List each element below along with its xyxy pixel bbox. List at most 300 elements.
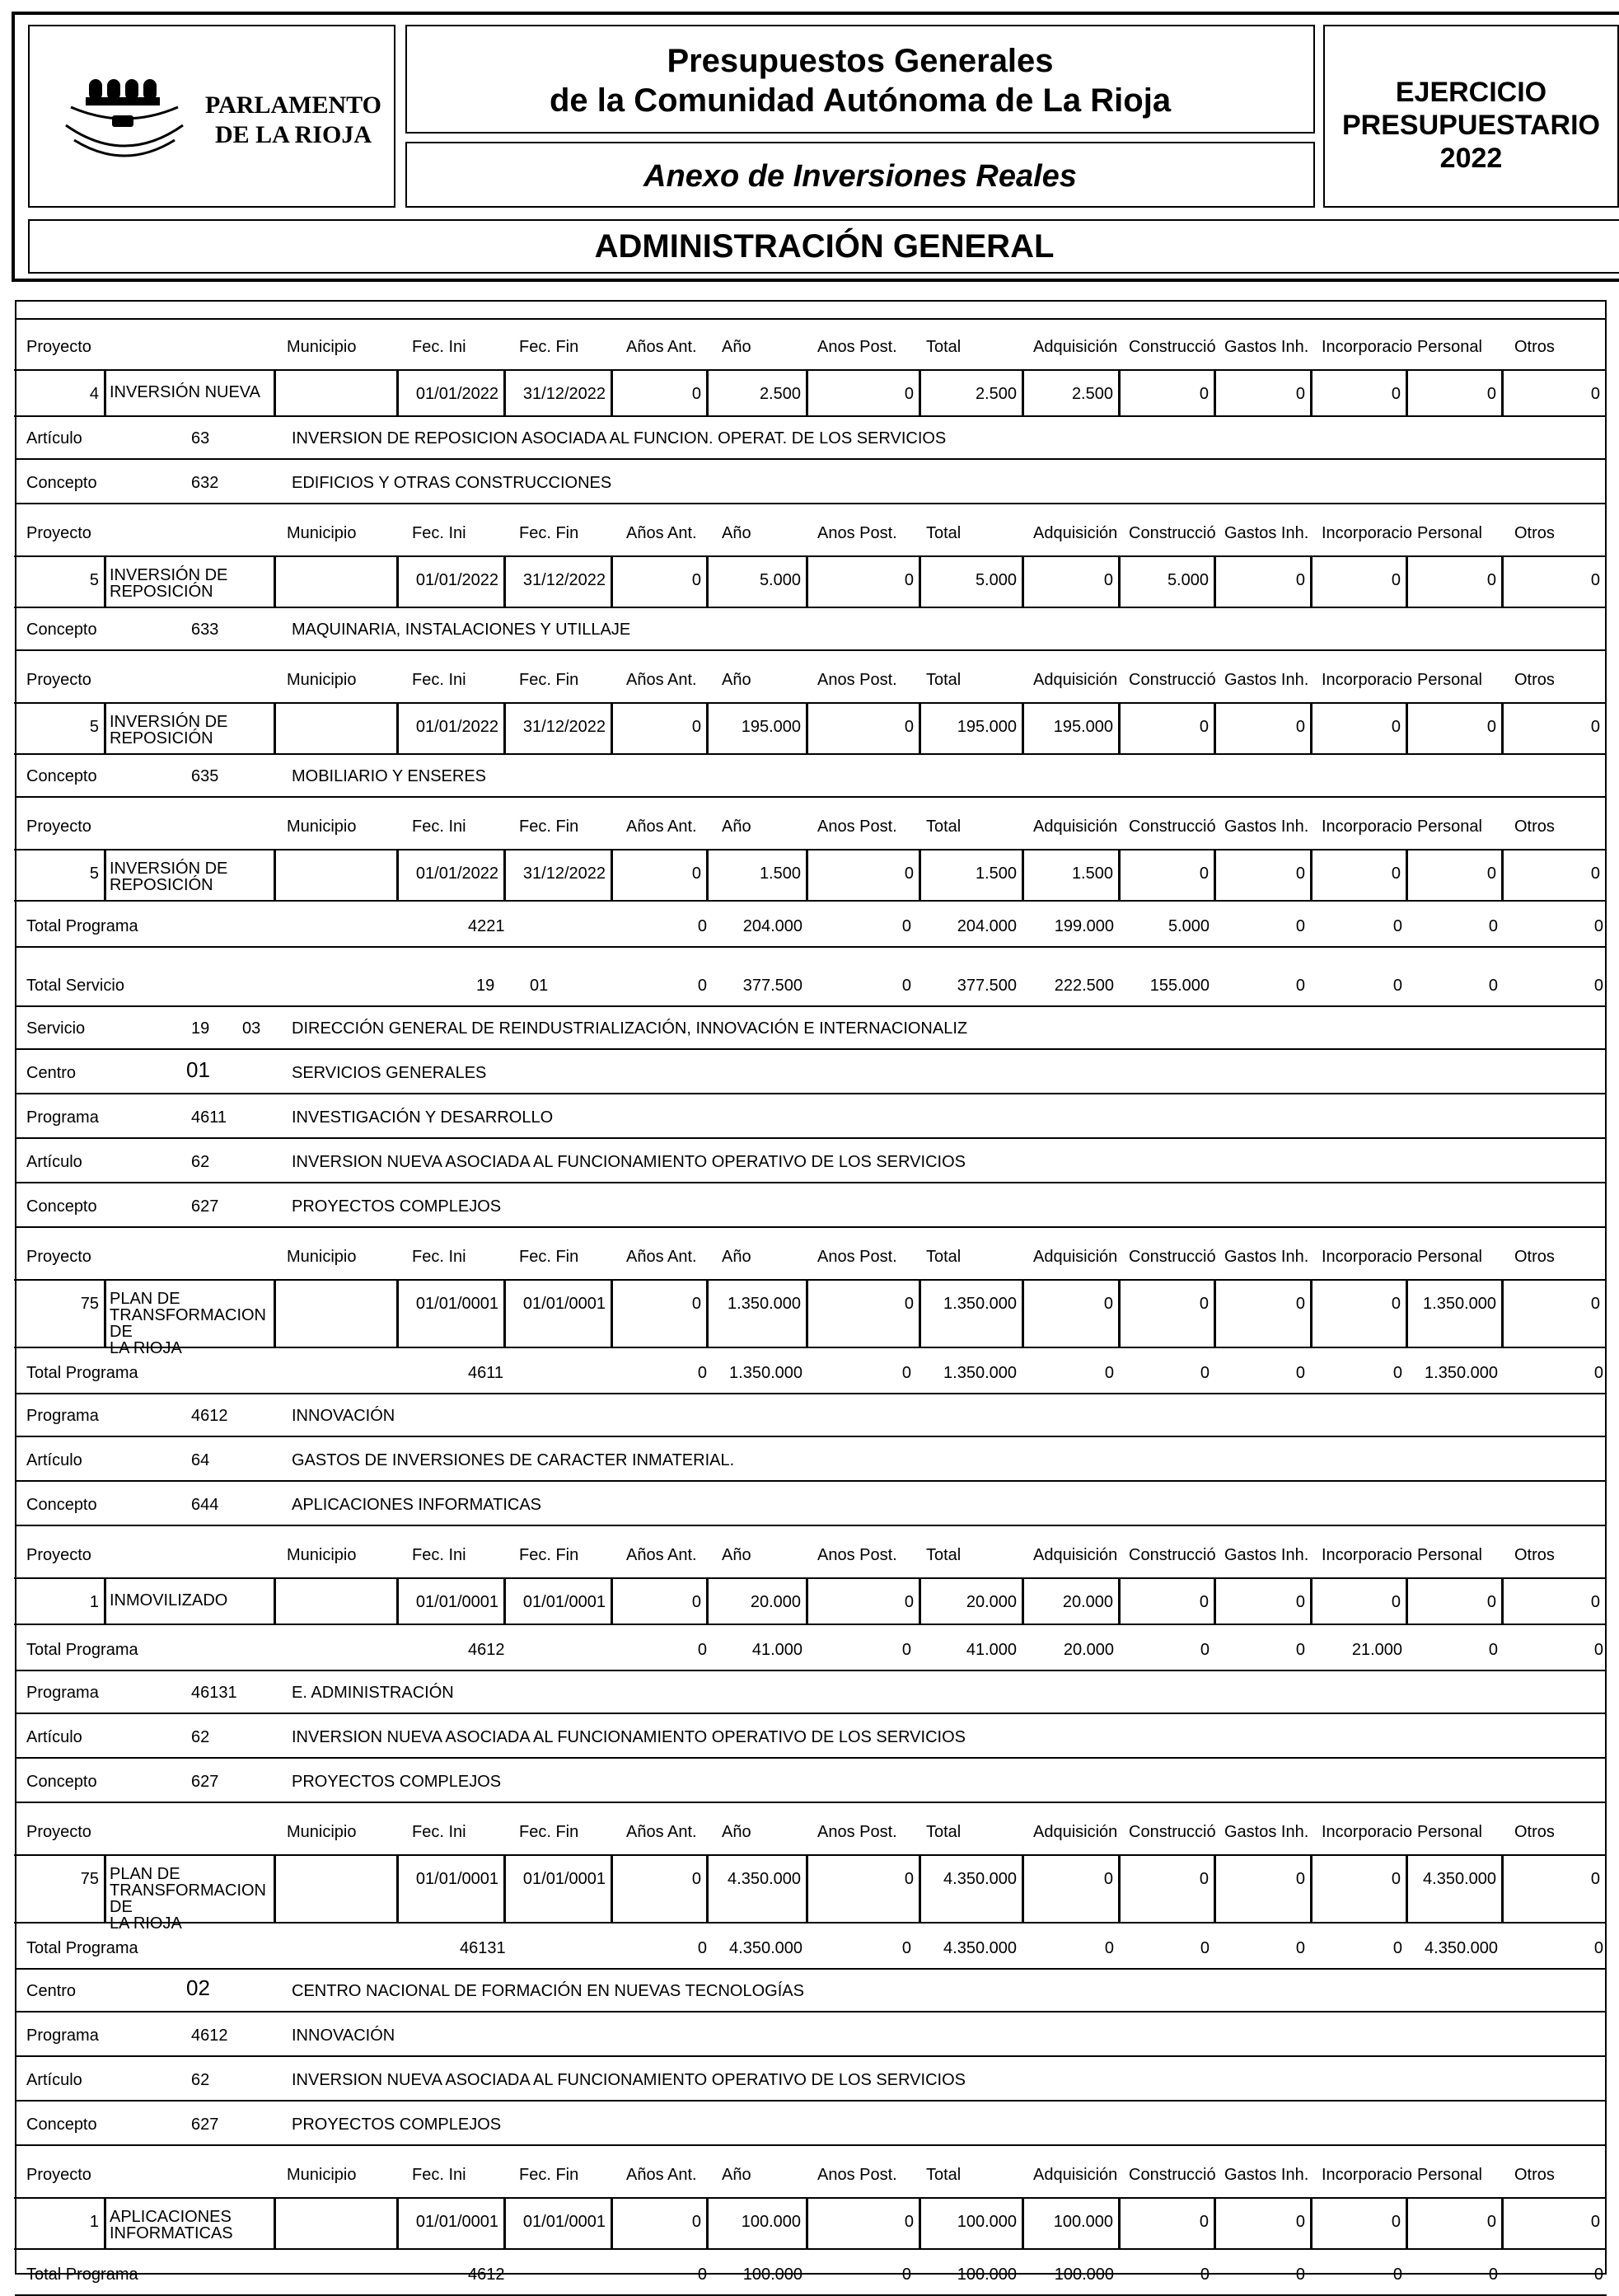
column-header-otros: Otros bbox=[1514, 671, 1555, 689]
column-header-gastos-inh: Gastos Inh. bbox=[1224, 671, 1309, 689]
gastos-inh-value: 0 bbox=[1295, 2213, 1305, 2231]
personal-value: 0 bbox=[1486, 1593, 1496, 1611]
personal-value: 0 bbox=[1486, 2213, 1496, 2231]
total-label: Total Programa bbox=[26, 1364, 138, 1382]
total-total: 100.000 bbox=[957, 2266, 1017, 2284]
total-value: 100.000 bbox=[957, 2213, 1017, 2231]
cell-gastos-inh bbox=[1214, 702, 1312, 755]
table-row bbox=[15, 702, 1607, 755]
adquisicion-total: 222.500 bbox=[1054, 977, 1114, 995]
cell-fec-fin bbox=[504, 702, 612, 755]
total-row bbox=[15, 1348, 1607, 1394]
cell-gastos-inh bbox=[1214, 1279, 1312, 1348]
column-header-otros: Otros bbox=[1514, 338, 1555, 356]
adquisicion-value: 0 bbox=[1103, 571, 1113, 589]
personal-total: 1.350.000 bbox=[1425, 1364, 1498, 1382]
otros-total: 0 bbox=[1593, 1364, 1603, 1382]
column-header-anos-post: Anos Post. bbox=[817, 338, 897, 356]
fec-fin-value: 01/01/0001 bbox=[522, 1870, 606, 1888]
adquisicion-value: 0 bbox=[1103, 1870, 1113, 1888]
incorporacion-value: 0 bbox=[1391, 865, 1401, 883]
column-header-otros: Otros bbox=[1514, 1546, 1555, 1564]
cell-otros bbox=[1502, 555, 1607, 608]
cell-anos-post bbox=[807, 2197, 920, 2250]
construccion-total: 0 bbox=[1200, 1364, 1210, 1382]
column-header-ano: Año bbox=[722, 524, 751, 542]
column-header-total: Total bbox=[926, 671, 962, 689]
section-label: Centro bbox=[26, 1982, 77, 2000]
cell-fec-ini bbox=[397, 369, 505, 417]
cell-ano bbox=[707, 2197, 807, 2250]
column-header-otros: Otros bbox=[1514, 524, 1555, 542]
row-rule bbox=[15, 1525, 1607, 1526]
column-header-anos-ant: Años Ant. bbox=[626, 524, 697, 542]
section-row-programa bbox=[15, 2014, 1607, 2057]
cell-total bbox=[919, 1854, 1023, 1923]
anos-ant-total: 0 bbox=[697, 917, 707, 935]
section-code: 46131 bbox=[191, 1684, 237, 1702]
fec-fin-value: 01/01/0001 bbox=[522, 1295, 606, 1313]
column-header-construccion: Construcció bbox=[1129, 524, 1216, 542]
table-row bbox=[15, 555, 1607, 608]
project-description-text: PLAN DE TRANSFORMACION DE LA RIOJA bbox=[110, 1290, 266, 1357]
total-value: 2.500 bbox=[975, 385, 1017, 403]
adquisicion-total: 20.000 bbox=[1063, 1641, 1114, 1659]
cell-personal bbox=[1406, 1577, 1503, 1625]
anos-ant-value: 0 bbox=[691, 718, 701, 736]
otros-value: 0 bbox=[1590, 571, 1600, 589]
incorporacion-total: 0 bbox=[1392, 977, 1402, 995]
cell-project-number bbox=[14, 1854, 105, 1923]
total-code: 46131 bbox=[460, 1939, 506, 1957]
total-value: 1.350.000 bbox=[943, 1295, 1017, 1313]
section-code: 62 bbox=[191, 2071, 210, 2089]
column-header-incorporacion: Incorporacio bbox=[1322, 2166, 1413, 2184]
gastos-inh-value: 0 bbox=[1295, 385, 1305, 403]
section-title-text: INVERSION NUEVA ASOCIADA AL FUNCIONAMIENTO OPERATIVO DE LOS SERVICIOS bbox=[292, 1153, 966, 1171]
cell-fec-fin bbox=[504, 1577, 612, 1625]
cell-anos-post bbox=[807, 1577, 920, 1625]
adquisicion-value: 195.000 bbox=[1053, 718, 1113, 736]
section-row-concepto bbox=[15, 1760, 1607, 1803]
table-row bbox=[15, 849, 1607, 902]
section-title-text: GASTOS DE INVERSIONES DE CARACTER INMATERIAL. bbox=[292, 1451, 735, 1469]
incorporacion-value: 0 bbox=[1391, 571, 1401, 589]
cell-gastos-inh bbox=[1214, 2197, 1312, 2250]
incorporacion-value: 0 bbox=[1391, 385, 1401, 403]
section-code: 644 bbox=[191, 1496, 219, 1514]
column-header-construccion: Construcció bbox=[1129, 338, 1216, 356]
cell-otros bbox=[1502, 1279, 1607, 1348]
cell-construccion bbox=[1119, 1577, 1215, 1625]
subtitle: Anexo de Inversiones Reales bbox=[405, 142, 1315, 208]
adquisicion-value: 100.000 bbox=[1053, 2213, 1113, 2231]
project-description-text: APLICACIONES INFORMATICAS bbox=[110, 2208, 233, 2242]
column-header-adquisicion: Adquisición bbox=[1033, 524, 1118, 542]
column-header-municipio: Municipio bbox=[287, 524, 357, 542]
column-header-municipio: Municipio bbox=[287, 671, 357, 689]
ano-total: 204.000 bbox=[742, 917, 802, 935]
adquisicion-total: 100.000 bbox=[1054, 2266, 1114, 2284]
anos-ant-value: 0 bbox=[691, 571, 701, 589]
section-row-artculo bbox=[15, 1716, 1607, 1759]
construccion-value: 0 bbox=[1199, 1295, 1209, 1313]
column-header-adquisicion: Adquisición bbox=[1033, 1546, 1118, 1564]
construccion-value: 0 bbox=[1199, 1593, 1209, 1611]
section-title-text: INNOVACIÓN bbox=[292, 2027, 395, 2045]
personal-total: 0 bbox=[1488, 977, 1498, 995]
total-row bbox=[15, 1625, 1607, 1671]
section-title-text: INNOVACIÓN bbox=[292, 1407, 395, 1425]
ano-value: 195.000 bbox=[741, 718, 801, 736]
cell-anos-post bbox=[807, 1279, 920, 1348]
personal-value: 0 bbox=[1486, 385, 1496, 403]
column-header-row bbox=[15, 1805, 1607, 1854]
anos-post-value: 0 bbox=[904, 718, 914, 736]
column-header-anos-post: Anos Post. bbox=[817, 1248, 897, 1266]
section-row-concepto bbox=[15, 755, 1607, 798]
cell-fec-fin bbox=[504, 1854, 612, 1923]
cell-municipio bbox=[274, 369, 398, 417]
otros-value: 0 bbox=[1590, 1295, 1600, 1313]
total-code: 4611 bbox=[468, 1364, 504, 1382]
cell-otros bbox=[1502, 2197, 1607, 2250]
otros-total: 0 bbox=[1593, 2266, 1603, 2284]
cell-municipio bbox=[274, 1854, 398, 1923]
column-header-adquisicion: Adquisición bbox=[1033, 338, 1118, 356]
ano-total: 1.350.000 bbox=[729, 1364, 802, 1382]
project-description-text: INVERSIÓN DE REPOSICIÓN bbox=[110, 566, 228, 601]
ano-value: 5.000 bbox=[759, 571, 801, 589]
anos-ant-total: 0 bbox=[697, 977, 707, 995]
total-label: Total Programa bbox=[26, 2266, 138, 2284]
cell-project-description bbox=[105, 2197, 275, 2250]
fec-fin-value: 31/12/2022 bbox=[522, 865, 606, 883]
section-code: 4611 bbox=[191, 1108, 227, 1127]
section-label: Concepto bbox=[26, 1773, 97, 1791]
otros-value: 0 bbox=[1590, 1593, 1600, 1611]
column-header-anos-post: Anos Post. bbox=[817, 524, 897, 542]
column-header-municipio: Municipio bbox=[287, 1248, 357, 1266]
section-label: Artículo bbox=[26, 429, 82, 447]
column-header-fec-ini: Fec. Ini bbox=[412, 524, 466, 542]
cell-fec-fin bbox=[504, 2197, 612, 2250]
column-header-fec-fin: Fec. Fin bbox=[519, 2166, 579, 2184]
cell-personal bbox=[1406, 1854, 1503, 1923]
column-header-row bbox=[15, 1528, 1607, 1577]
row-rule bbox=[15, 2144, 1607, 2146]
cell-otros bbox=[1502, 1854, 1607, 1923]
anos-post-value: 0 bbox=[904, 1870, 914, 1888]
incorporacion-value: 0 bbox=[1391, 1593, 1401, 1611]
total-row bbox=[15, 948, 1607, 1007]
column-header-total: Total bbox=[926, 524, 962, 542]
section-code: 627 bbox=[191, 1197, 219, 1216]
otros-value: 0 bbox=[1590, 2213, 1600, 2231]
cell-adquisicion bbox=[1022, 702, 1120, 755]
cell-anos-ant bbox=[611, 849, 708, 902]
column-header-personal: Personal bbox=[1417, 338, 1482, 356]
cell-ano bbox=[707, 555, 807, 608]
fec-ini-value: 01/01/0001 bbox=[415, 1870, 498, 1888]
cell-incorporacion bbox=[1311, 849, 1407, 902]
section-label: Programa bbox=[26, 2027, 99, 2045]
personal-value: 0 bbox=[1486, 865, 1496, 883]
column-header-incorporacion: Incorporacio bbox=[1322, 1823, 1413, 1841]
column-header-proyecto: Proyecto bbox=[26, 1823, 91, 1841]
cell-ano bbox=[707, 849, 807, 902]
total-value: 4.350.000 bbox=[943, 1870, 1017, 1888]
cell-fec-ini bbox=[397, 2197, 505, 2250]
cell-otros bbox=[1502, 849, 1607, 902]
cell-adquisicion bbox=[1022, 849, 1120, 902]
section-title-text: PROYECTOS COMPLEJOS bbox=[292, 2116, 502, 2134]
column-header-proyecto: Proyecto bbox=[26, 818, 91, 836]
section-code: 19 bbox=[191, 1019, 210, 1038]
otros-total: 0 bbox=[1593, 1641, 1603, 1659]
section-code-2: 03 bbox=[242, 1019, 261, 1038]
section-label: Centro bbox=[26, 1064, 77, 1082]
fec-fin-value: 31/12/2022 bbox=[522, 385, 606, 403]
personal-value: 0 bbox=[1486, 718, 1496, 736]
project-number-value: 75 bbox=[80, 1295, 99, 1313]
column-header-adquisicion: Adquisición bbox=[1033, 818, 1118, 836]
project-description-text: INVERSIÓN NUEVA bbox=[110, 383, 260, 401]
column-header-adquisicion: Adquisición bbox=[1033, 671, 1118, 689]
column-header-anos-ant: Años Ant. bbox=[626, 2166, 697, 2184]
anos-ant-total: 0 bbox=[697, 1641, 707, 1659]
cell-project-number bbox=[14, 555, 105, 608]
total-row bbox=[15, 2250, 1607, 2296]
anos-ant-value: 0 bbox=[691, 1870, 701, 1888]
row-rule bbox=[15, 1480, 1607, 1482]
total-row bbox=[15, 902, 1607, 948]
column-header-incorporacion: Incorporacio bbox=[1322, 1546, 1413, 1564]
section-code: 01 bbox=[186, 1057, 210, 1082]
column-header-personal: Personal bbox=[1417, 524, 1482, 542]
section-row-programa bbox=[15, 1096, 1607, 1139]
column-header-construccion: Construcció bbox=[1129, 1248, 1216, 1266]
row-rule bbox=[15, 2100, 1607, 2102]
construccion-total: 0 bbox=[1200, 2266, 1210, 2284]
cell-project-number bbox=[14, 702, 105, 755]
column-header-fec-fin: Fec. Fin bbox=[519, 1546, 579, 1564]
gastos-inh-value: 0 bbox=[1295, 865, 1305, 883]
project-number-value: 5 bbox=[89, 865, 99, 883]
column-header-construccion: Construcció bbox=[1129, 2166, 1216, 2184]
column-header-ano: Año bbox=[722, 1248, 751, 1266]
column-header-fec-fin: Fec. Fin bbox=[519, 671, 579, 689]
cell-municipio bbox=[274, 2197, 398, 2250]
project-number-value: 75 bbox=[80, 1870, 99, 1888]
column-header-gastos-inh: Gastos Inh. bbox=[1224, 524, 1309, 542]
column-header-personal: Personal bbox=[1417, 1248, 1482, 1266]
project-description-text: PLAN DE TRANSFORMACION DE LA RIOJA bbox=[110, 1865, 266, 1933]
cell-construccion bbox=[1119, 369, 1215, 417]
cell-municipio bbox=[274, 702, 398, 755]
section-title-text: INVERSION DE REPOSICION ASOCIADA AL FUNCION. OPERAT. DE LOS SERVICIOS bbox=[292, 429, 947, 447]
column-header-total: Total bbox=[926, 1546, 962, 1564]
fec-ini-value: 01/01/0001 bbox=[415, 2213, 498, 2231]
personal-total: 0 bbox=[1488, 917, 1498, 935]
row-rule bbox=[15, 1048, 1607, 1050]
cell-construccion bbox=[1119, 555, 1215, 608]
cell-ano bbox=[707, 702, 807, 755]
section-label: Artículo bbox=[26, 1728, 82, 1746]
anos-ant-value: 0 bbox=[691, 385, 701, 403]
construccion-value: 0 bbox=[1199, 2213, 1209, 2231]
row-rule bbox=[15, 2011, 1607, 2013]
construccion-value: 0 bbox=[1199, 385, 1209, 403]
project-number-value: 1 bbox=[89, 1593, 99, 1611]
cell-project-number bbox=[14, 1279, 105, 1348]
gastos-inh-total: 0 bbox=[1295, 1364, 1305, 1382]
project-description-text: INMOVILIZADO bbox=[110, 1591, 228, 1610]
section-row-concepto bbox=[15, 1483, 1607, 1526]
column-header-total: Total bbox=[926, 1823, 962, 1841]
column-header-anos-post: Anos Post. bbox=[817, 671, 897, 689]
column-header-incorporacion: Incorporacio bbox=[1322, 1248, 1413, 1266]
construccion-total: 155.000 bbox=[1149, 977, 1210, 995]
construccion-total: 5.000 bbox=[1167, 917, 1210, 935]
cell-fec-fin bbox=[504, 555, 612, 608]
anos-ant-total: 0 bbox=[697, 1939, 707, 1957]
cell-anos-post bbox=[807, 1854, 920, 1923]
section-label: Concepto bbox=[26, 767, 97, 785]
anos-ant-value: 0 bbox=[691, 1295, 701, 1313]
total-value: 5.000 bbox=[975, 571, 1017, 589]
section-code: 4612 bbox=[191, 2027, 228, 2045]
cell-municipio bbox=[274, 849, 398, 902]
fec-ini-value: 01/01/2022 bbox=[415, 865, 498, 883]
row-rule bbox=[15, 458, 1607, 460]
construccion-value: 5.000 bbox=[1167, 571, 1209, 589]
title-line-2: de la Comunidad Autónoma de La Rioja bbox=[549, 82, 1172, 119]
ano-total: 4.350.000 bbox=[729, 1939, 802, 1957]
column-header-fec-fin: Fec. Fin bbox=[519, 338, 579, 356]
section-code: 627 bbox=[191, 2116, 219, 2134]
fec-fin-value: 01/01/0001 bbox=[522, 2213, 606, 2231]
cell-adquisicion bbox=[1022, 1577, 1120, 1625]
total-total: 41.000 bbox=[966, 1641, 1017, 1659]
column-header-gastos-inh: Gastos Inh. bbox=[1224, 338, 1309, 356]
cell-project-number bbox=[14, 2197, 105, 2250]
row-rule bbox=[15, 1182, 1607, 1183]
row-rule bbox=[15, 2055, 1607, 2057]
cell-construccion bbox=[1119, 702, 1215, 755]
column-header-incorporacion: Incorporacio bbox=[1322, 524, 1413, 542]
column-header-fec-fin: Fec. Fin bbox=[519, 818, 579, 836]
cell-adquisicion bbox=[1022, 369, 1120, 417]
cell-gastos-inh bbox=[1214, 849, 1312, 902]
column-header-row bbox=[15, 2148, 1607, 2197]
construccion-value: 0 bbox=[1199, 1870, 1209, 1888]
gastos-inh-total: 0 bbox=[1295, 977, 1305, 995]
row-rule bbox=[15, 1436, 1607, 1437]
cell-total bbox=[919, 2197, 1023, 2250]
column-header-municipio: Municipio bbox=[287, 1546, 357, 1564]
section-row-servicio bbox=[15, 1007, 1607, 1050]
total-label: Total Programa bbox=[26, 1939, 138, 1957]
anos-post-value: 0 bbox=[904, 571, 914, 589]
column-header-municipio: Municipio bbox=[287, 2166, 357, 2184]
cell-construccion bbox=[1119, 2197, 1215, 2250]
personal-total: 0 bbox=[1488, 2266, 1498, 2284]
fec-fin-value: 31/12/2022 bbox=[522, 571, 606, 589]
cell-anos-ant bbox=[611, 1279, 708, 1348]
incorporacion-total: 0 bbox=[1392, 1364, 1402, 1382]
section-title-text: DIRECCIÓN GENERAL DE REINDUSTRIALIZACIÓN, INNOVACIÓN E INTERNACIONALIZ bbox=[292, 1019, 968, 1038]
gastos-inh-value: 0 bbox=[1295, 1870, 1305, 1888]
total-code-2: 01 bbox=[530, 977, 549, 995]
otros-total: 0 bbox=[1593, 1939, 1603, 1957]
cell-total bbox=[919, 555, 1023, 608]
cell-anos-post bbox=[807, 849, 920, 902]
document-header bbox=[12, 12, 1619, 282]
cell-project-description bbox=[105, 1577, 275, 1625]
section-row-centro bbox=[15, 1052, 1607, 1094]
fiscal-year-line-2: PRESUPUESTARIO bbox=[1342, 110, 1600, 141]
fiscal-year-box bbox=[1323, 25, 1619, 208]
cell-personal bbox=[1406, 1279, 1503, 1348]
column-header-fec-ini: Fec. Ini bbox=[412, 2166, 466, 2184]
total-label: Total Programa bbox=[26, 1641, 138, 1659]
column-header-anos-ant: Años Ant. bbox=[626, 1248, 697, 1266]
section-row-artculo bbox=[15, 1141, 1607, 1183]
section-title-text: INVERSION NUEVA ASOCIADA AL FUNCIONAMIENTO OPERATIVO DE LOS SERVICIOS bbox=[292, 2071, 966, 2089]
adquisicion-value: 1.500 bbox=[1071, 865, 1113, 883]
cell-fec-ini bbox=[397, 555, 505, 608]
table-row bbox=[15, 1854, 1607, 1933]
total-total: 4.350.000 bbox=[943, 1939, 1017, 1957]
gastos-inh-value: 0 bbox=[1295, 1593, 1305, 1611]
fec-ini-value: 01/01/0001 bbox=[415, 1295, 498, 1313]
incorporacion-total: 0 bbox=[1392, 1939, 1402, 1957]
column-header-proyecto: Proyecto bbox=[26, 1546, 91, 1564]
cell-project-number bbox=[14, 1577, 105, 1625]
column-header-otros: Otros bbox=[1514, 2166, 1555, 2184]
otros-value: 0 bbox=[1590, 865, 1600, 883]
section-row-concepto bbox=[15, 462, 1607, 504]
adquisicion-value: 0 bbox=[1103, 1295, 1113, 1313]
section-title: ADMINISTRACIÓN GENERAL bbox=[28, 219, 1619, 274]
column-header-anos-ant: Años Ant. bbox=[626, 1823, 697, 1841]
column-header-proyecto: Proyecto bbox=[26, 1248, 91, 1266]
section-code: 63 bbox=[191, 429, 210, 447]
total-value: 1.500 bbox=[975, 865, 1017, 883]
section-title-text: INVESTIGACIÓN Y DESARROLLO bbox=[292, 1108, 554, 1127]
row-rule bbox=[15, 1802, 1607, 1803]
column-header-otros: Otros bbox=[1514, 1823, 1555, 1841]
incorporacion-value: 0 bbox=[1391, 1870, 1401, 1888]
section-code: 4612 bbox=[191, 1407, 228, 1425]
cell-incorporacion bbox=[1311, 2197, 1407, 2250]
cell-total bbox=[919, 369, 1023, 417]
cell-construccion bbox=[1119, 849, 1215, 902]
personal-total: 4.350.000 bbox=[1425, 1939, 1498, 1957]
section-title-text: APLICACIONES INFORMATICAS bbox=[292, 1496, 542, 1514]
adquisicion-value: 20.000 bbox=[1062, 1593, 1113, 1611]
cell-fec-fin bbox=[504, 1279, 612, 1348]
anos-post-value: 0 bbox=[904, 385, 914, 403]
cell-ano bbox=[707, 369, 807, 417]
row-rule bbox=[15, 1757, 1607, 1759]
cell-anos-ant bbox=[611, 555, 708, 608]
column-header-anos-ant: Años Ant. bbox=[626, 818, 697, 836]
section-row-concepto bbox=[15, 608, 1607, 651]
section-label: Programa bbox=[26, 1108, 99, 1127]
anos-post-total: 0 bbox=[901, 1939, 911, 1957]
